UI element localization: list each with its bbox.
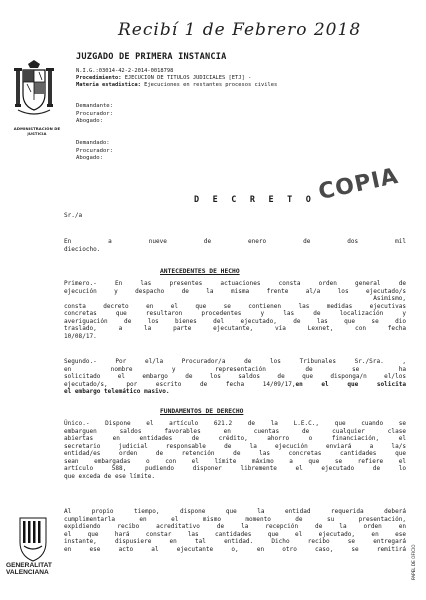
unico-paragraph: Único.- Dispone el artículo 621.2 de la L.E.C., que cuando se embarguen saldos favorables en cuentas de cualquier clase abiertas en entidades de crédito, ahorro o financiación, el secretario judicial responsable de la ejecución enviará a la/s entidad/es orden de retención de las concretas cantidades que sean embargadas o con el límite máximo a que se refiere el artículo 588, pudiendo disponer libremente el ejecutado de lo que exceda de ese límite.	[64, 420, 406, 480]
case-metadata	[76, 68, 277, 90]
court-name: JUZGADO DE PRIMERA INSTANCIA	[76, 52, 227, 62]
salutation: Sr./a	[64, 212, 83, 219]
segundo-paragraph: Segundo.- Por el/la Procurador/a de los Tribunales Sr./Sra. , en nombre y representación de se ha solicitado el embargo de los saldos de que disponga/n el/los ejecutado/s, por escrito de fecha 14/09/17,en el que solicita el embargo telemático masivo.	[64, 358, 407, 395]
side-label: PAPEL DE OFICIO	[411, 544, 416, 580]
procedimiento-value: EJECUCION DE TITULOS JUDICIALES [ETJ] -	[124, 75, 252, 82]
copy-stamp: COPIA	[316, 163, 401, 206]
abogado-label: Abogado:	[76, 155, 103, 162]
place-and-date: En a nueve de enero de dos mil dieciocho.	[64, 238, 406, 253]
agency-logo-text: ADMINISTRACIÓN DE JUSTICIA	[13, 126, 61, 136]
procurador-label: Procurador:	[76, 147, 114, 154]
primero-paragraph: Primero.- En las presentes actuaciones consta orden general de ejecución y despacho de la misma frente al/a los ejecutado/s Asimismo, consta decreto en el que se contienen las medidas ejecutivas concretas que resultaron procedentes y las de localización y averiguación de los bienes del ejecutado, de las que se dio traslado, a la parte ejecutante, vía Lexnet, con fecha 10/08/17.	[64, 280, 406, 340]
document-title: D E C R E T O	[194, 195, 316, 205]
antecedentes-heading: ANTECEDENTES DE HECHO	[160, 268, 240, 275]
coat-of-arms-icon	[14, 60, 54, 122]
plaintiff-block	[76, 103, 113, 126]
fundamentos-heading: FUNDAMENTOS DE DERECHO	[160, 408, 244, 415]
second-paragraph: Al propio tiempo, dispone que la entidad requerida deberá cumplimentarla en el mismo momento de su presentación, expidiendo recibo acreditativo de la recepción de la orden en el que hará constar las cantidades que el ejecutado, en ese instante, dispusiere en tal entidad. Dicho recibo se entregará en ese acto al ejecutante o, en otro caso, se remitirá	[64, 508, 406, 553]
demandante-label: Demandante:	[76, 103, 114, 109]
procedimiento-label: Procedimiento:	[76, 75, 122, 82]
procurador-label: Procurador:	[76, 110, 114, 117]
demandado-label: Demandado:	[76, 140, 110, 146]
generalitat-logo-text: GENERALITAT VALENCIANA	[6, 562, 52, 577]
materia-value: Ejecuciones en restantes procesos civiles	[144, 82, 278, 89]
materia-label: Materia estadistica:	[76, 82, 141, 89]
generalitat-logo-icon	[16, 516, 50, 562]
nig-number: N.I.G.:03014-42-2-2014-0018798	[76, 68, 174, 74]
defendant-block	[76, 140, 113, 163]
abogado-label: Abogado:	[76, 118, 103, 125]
handwritten-received-note: Recibí 1 de Febrero 2018	[118, 20, 362, 40]
